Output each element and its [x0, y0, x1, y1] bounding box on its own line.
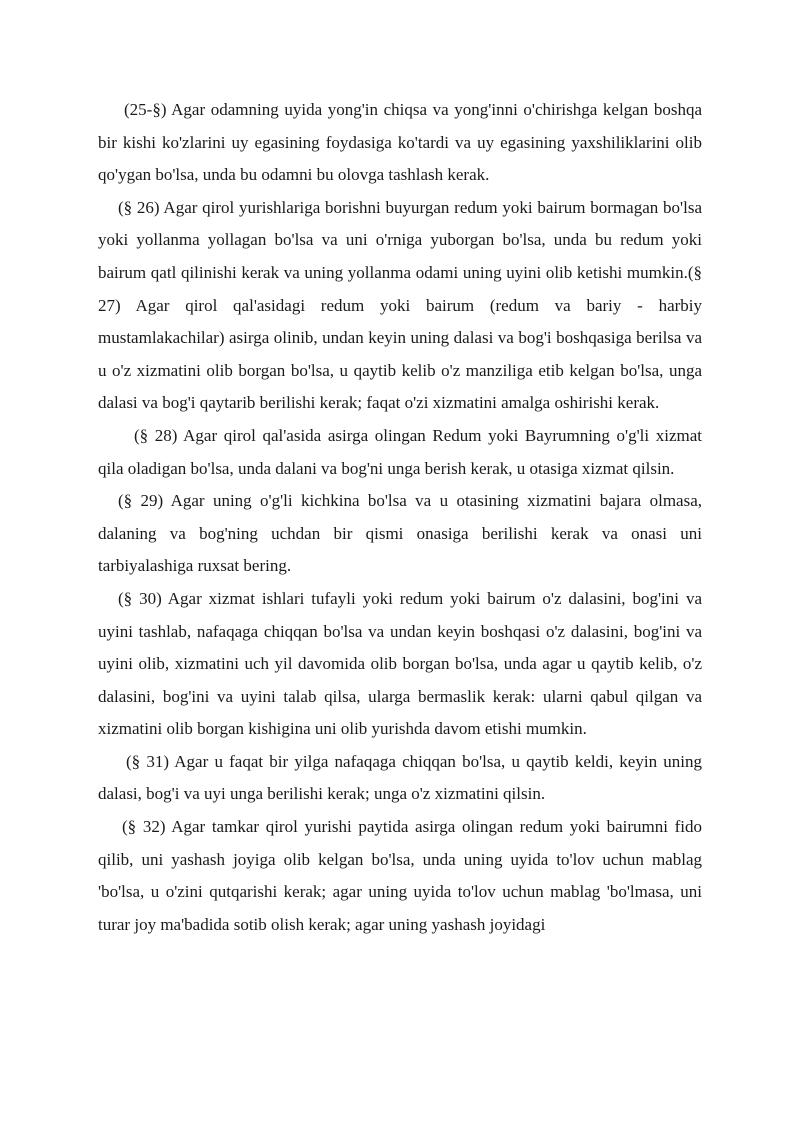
paragraph-29: (§ 29) Agar uning o'g'li kichkina bo'lsa va u otasining xizmatini bajara olmasa, dalaning va bog'ning uchdan bir qismi onasiga berilishi kerak va onasi uni tarbiyalashiga ruxsat bering. [98, 491, 702, 576]
paragraph-32: (§ 32) Agar tamkar qirol yurishi paytida asirga olingan redum yoki bairumni fido qilib, uni yashash joyiga olib kelgan bo'lsa, unda uning uyida to'lov uchun mablag 'bo'lsa, u o'zini qutqarishi kerak; agar uning uyida to'lov uchun mablag 'bo'lmasa, uni turar joy ma'badida sotib olish kerak; agar uning yashash joyidagi [98, 817, 702, 934]
paragraph-25: (25-§) Agar odamning uyida yong'in chiqsa va yong'inni o'chirishga kelgan boshqa bir kishi ko'zlarini uy egasining foydasiga ko'tardi va uy egasining yaxshiliklarini olib qo'ygan bo'lsa, unda bu odamni bu olovga tashlash kerak. [98, 100, 702, 185]
document-page [98, 94, 702, 941]
paragraph-30: (§ 30) Agar xizmat ishlari tufayli yoki redum yoki bairum o'z dalasini, bog'ini va uyini tashlab, nafaqaga chiqqan bo'lsa va undan keyin boshqasi o'z dalasini, bog'ini va uyini olib, xizmatini uch yil davomida olib borgan bo'lsa, unda agar u qaytib kelib, o'z dalasini, bog'ini va uyini talab qilsa, ularga bermaslik kerak: ularni qabul qilgan va xizmatini olib borgan kishigina uni olib yurishda davom etishi mumkin. [98, 588, 702, 739]
paragraph-31: (§ 31) Agar u faqat bir yilga nafaqaga chiqqan bo'lsa, u qaytib keldi, keyin uning dalasi, bog'i va uyi unga berilishi kerak; unga o'z xizmatini qilsin. [98, 751, 702, 804]
paragraph-28: (§ 28) Agar qirol qal'asida asirga olingan Redum yoki Bayrumning o'g'li xizmat qila oladigan bo'lsa, unda dalani va bog'ni unga berish kerak, u otasiga xizmat qilsin. [98, 425, 702, 478]
paragraph-26-27: (§ 26) Agar qirol yurishlariga borishni buyurgan redum yoki bairum bormagan bo'lsa yoki yollanma yollagan bo'lsa va uni o'rniga yuborgan bo'lsa, unda bu redum yoki bairum qatl qilinishi kerak va uning yollanma odami uning uyini olib ketishi mumkin.(§ 27) Agar qirol qal'asidagi redum yoki bairum (redum va bariy - harbiy mustamlakachilar) asirga olinib, undan keyin uning dalasi va bog'i boshqasiga berilsa va u o'z xizmatini olib borgan bo'lsa, u qaytib kelib o'z manziliga etib kelgan bo'lsa, unga dalasi va bog'i qaytarib berilishi kerak; faqat o'zi xizmatini amalga oshirishi kerak. [98, 197, 702, 413]
